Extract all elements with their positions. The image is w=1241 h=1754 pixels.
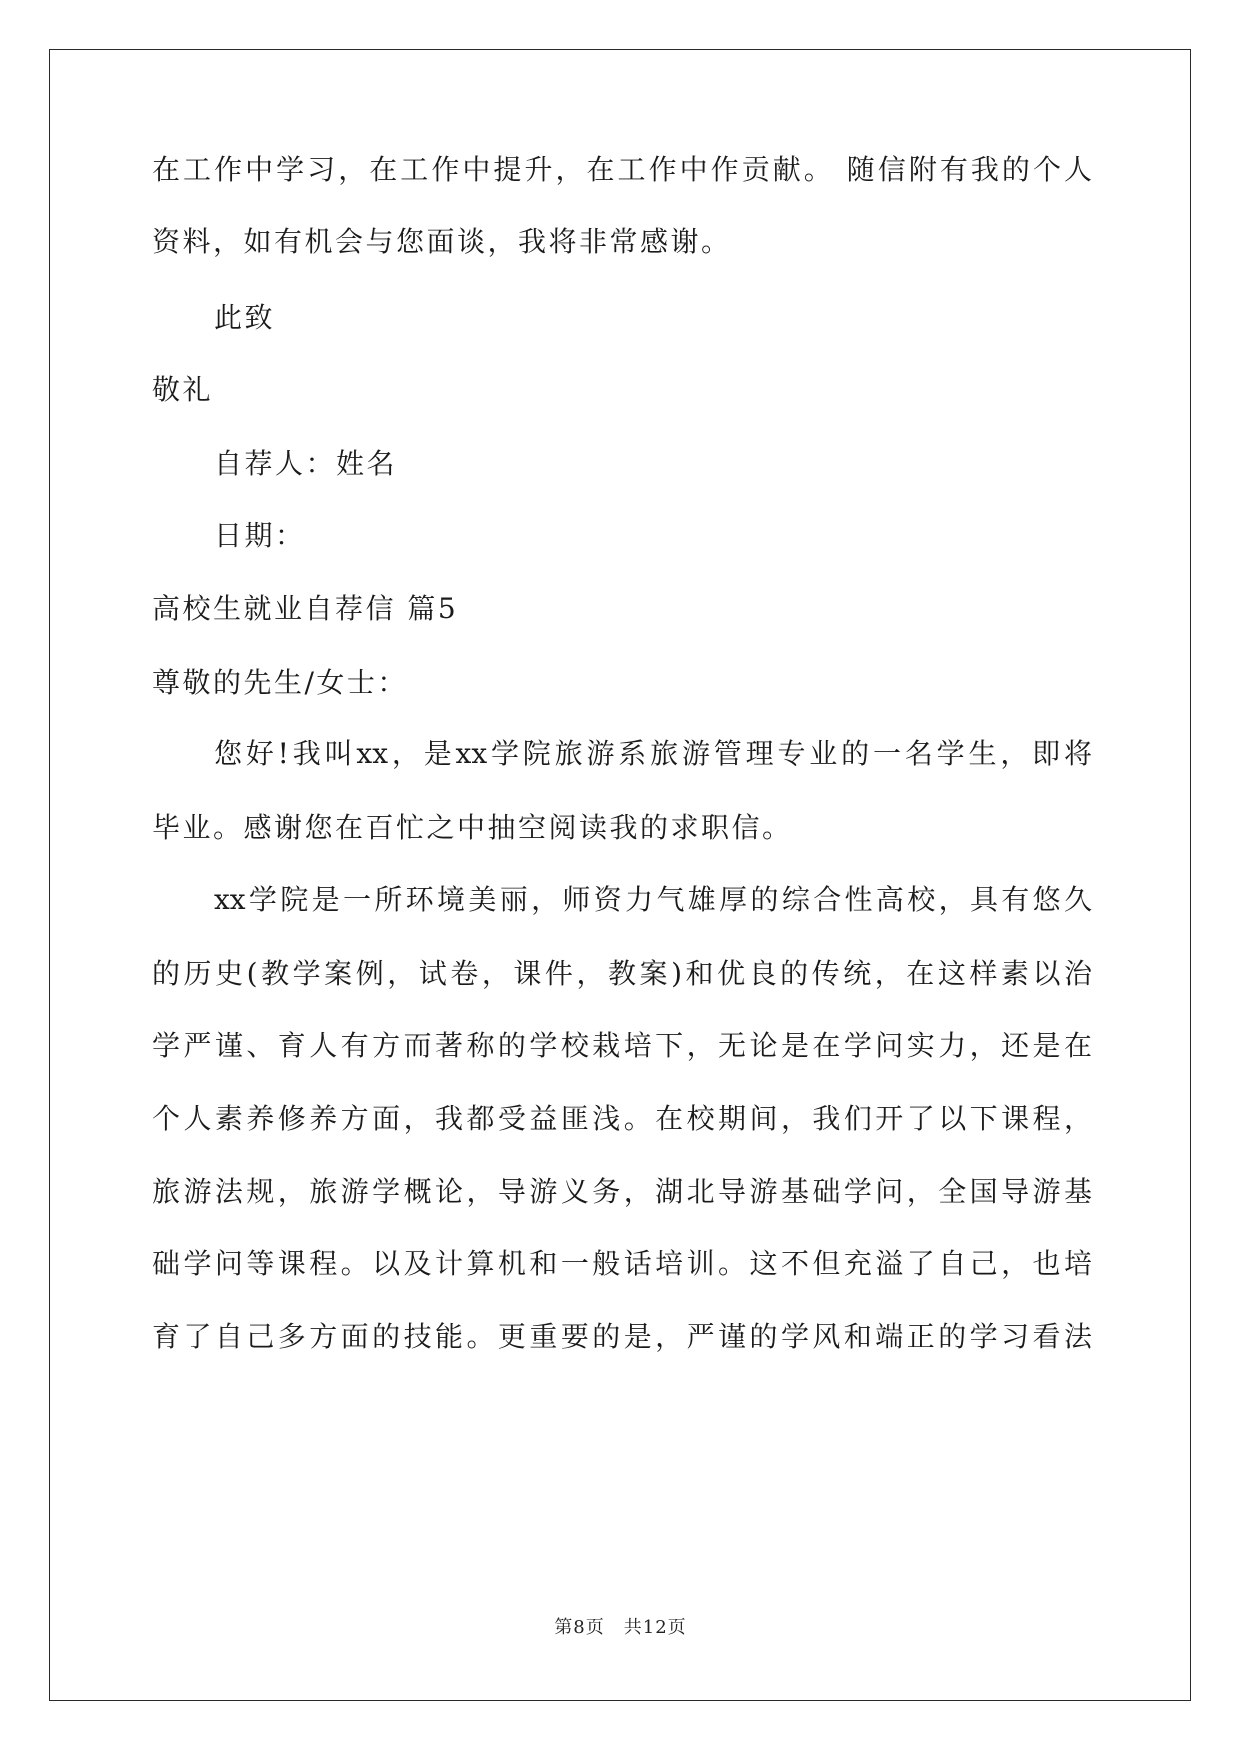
- body-line: 础学问等课程。以及计算机和一般话培训。这不但充溢了自己，也培: [152, 1247, 1092, 1280]
- page-number-footer: 第8页 共12页: [554, 1617, 687, 1638]
- page-border: [49, 49, 1191, 1701]
- body-line: 您好!我叫xx，是xx学院旅游系旅游管理专业的一名学生，即将: [214, 737, 1092, 770]
- body-line: 旅游法规，旅游学概论，导游义务，湖北导游基础学问，全国导游基: [152, 1175, 1092, 1208]
- date-line: 日期：: [214, 519, 306, 552]
- closing-salutation: 此致: [214, 301, 276, 334]
- body-line: 在工作中学习，在工作中提升，在工作中作贡献。 随信附有我的个人: [152, 153, 1092, 186]
- greeting: 尊敬的先生/女士：: [152, 666, 408, 699]
- closing-regards: 敬礼: [152, 373, 214, 406]
- body-line: 个人素养修养方面，我都受益匪浅。在校期间，我们开了以下课程，: [152, 1102, 1092, 1135]
- body-line: 育了自己多方面的技能。更重要的是，严谨的学风和端正的学习看法: [152, 1320, 1092, 1353]
- body-line: 学严谨、育人有方而著称的学校栽培下，无论是在学问实力，还是在: [152, 1029, 1092, 1062]
- body-line: 毕业。感谢您在百忙之中抽空阅读我的求职信。: [152, 811, 793, 844]
- body-line: xx学院是一所环境美丽，师资力气雄厚的综合性高校，具有悠久: [214, 883, 1092, 916]
- body-line: 的历史(教学案例，试卷，课件，教案)和优良的传统，在这样素以治: [152, 957, 1092, 990]
- signature-line: 自荐人：姓名: [214, 447, 398, 480]
- body-line: 资料，如有机会与您面谈，我将非常感谢。: [152, 225, 732, 258]
- section-heading: 高校生就业自荐信 篇5: [152, 592, 459, 625]
